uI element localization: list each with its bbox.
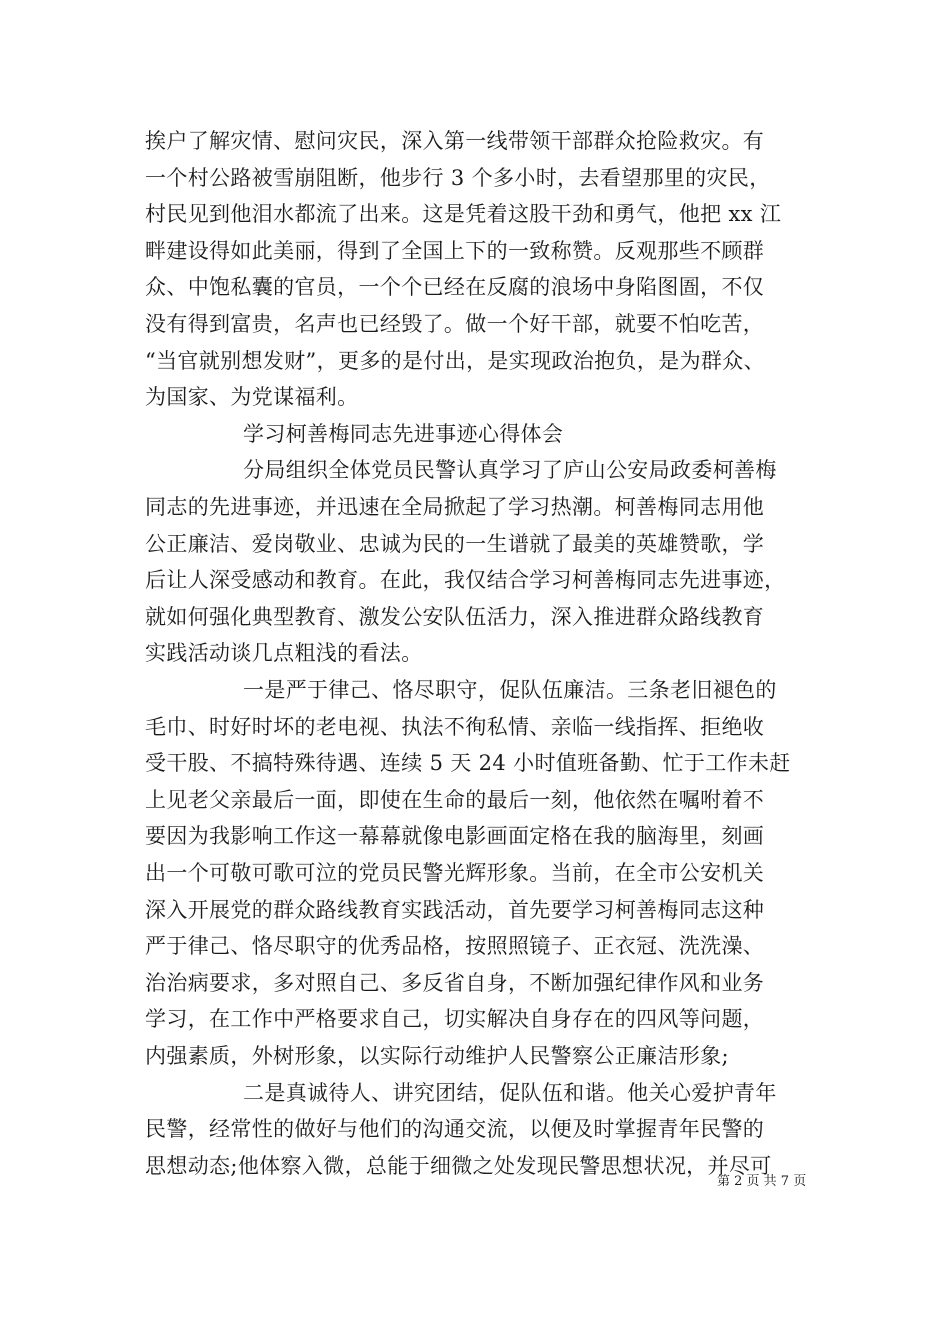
text-line: 内强素质，外树形象，以实际行动维护人民警察公正廉洁形象; <box>145 1044 729 1068</box>
text-line: 上见老父亲最后一面，即使在生命的最后一刻，他依然在嘱咐着不 <box>145 788 765 812</box>
text-line: 治治病要求，多对照自己、多反省自身，不断加强纪律作风和业务 <box>145 971 765 995</box>
text-line: 民警，经常性的做好与他们的沟通交流，以便及时掌握青年民警的 <box>145 1117 765 1141</box>
text-line: 毛巾、时好时坏的老电视、执法不徇私情、亲临一线指挥、拒绝收 <box>145 715 765 739</box>
text-line: 思想动态;他体察入微，总能于细微之处发现民警思想状况，并尽可 <box>145 1154 772 1178</box>
text-line: 畔建设得如此美丽，得到了全国上下的一致称赞。反观那些不顾群 <box>145 239 765 263</box>
text-line: 众、中饱私囊的官员，一个个已经在反腐的浪场中身陷图圄，不仅 <box>145 275 765 299</box>
text-line: 村民见到他泪水都流了出来。这是凭着这股干劲和勇气，他把 xx 江 <box>145 202 782 226</box>
text-line: 出一个可敬可歌可泣的党员民警光辉形象。当前，在全市公安机关 <box>145 861 765 885</box>
text-line: 就如何强化典型教育、激发公安队伍活力，深入推进群众路线教育 <box>145 605 765 629</box>
text-line: 深入开展党的群众路线教育实践活动，首先要学习柯善梅同志这种 <box>145 898 765 922</box>
text-line: 同志的先进事迹，并迅速在全局掀起了学习热潮。柯善梅同志用他 <box>145 495 765 519</box>
text-line: 学习，在工作中严格要求自己，切实解决自身存在的四风等问题， <box>145 1007 765 1031</box>
page-number: 第 2 页 共 7 页 <box>717 1174 807 1189</box>
paragraph-first-line: 一是严于律己、恪尽职守，促队伍廉洁。三条老旧褪色的 <box>243 678 777 702</box>
text-line: 受干股、不搞特殊待遇、连续 5 天 24 小时值班备勤、忙于工作未赶 <box>145 751 791 775</box>
paragraph-first-line: 二是真诚待人、讲究团结，促队伍和谐。他关心爱护青年 <box>243 1081 777 1105</box>
text-line: 为国家、为党谋福利。 <box>145 385 359 409</box>
text-line: 严于律己、恪尽职守的优秀品格，按照照镜子、正衣冠、洗洗澡、 <box>145 934 765 958</box>
text-line: 公正廉洁、爱岗敬业、忠诚为民的一生谱就了最美的英雄赞歌，学 <box>145 532 765 556</box>
text-line: 挨户了解灾情、慰问灾民，深入第一线带领干部群众抢险救灾。有 <box>145 129 765 153</box>
section-heading: 学习柯善梅同志先进事迹心得体会 <box>243 422 564 446</box>
text-line: 一个村公路被雪崩阻断，他步行 3 个多小时，去看望那里的灾民， <box>145 166 771 190</box>
text-line: 后让人深受感动和教育。在此，我仅结合学习柯善梅同志先进事迹， <box>145 568 786 592</box>
text-line: 没有得到富贵，名声也已经毁了。做一个好干部，就要不怕吃苦， <box>145 312 765 336</box>
text-line: “当官就别想发财”，更多的是付出，是实现政治抱负，是为群众、 <box>145 349 765 373</box>
text-line: 要因为我影响工作这一幕幕就像电影画面定格在我的脑海里，刻画 <box>145 824 765 848</box>
text-line: 实践活动谈几点粗浅的看法。 <box>145 641 423 665</box>
paragraph-first-line: 分局组织全体党员民警认真学习了庐山公安局政委柯善梅 <box>243 458 777 482</box>
